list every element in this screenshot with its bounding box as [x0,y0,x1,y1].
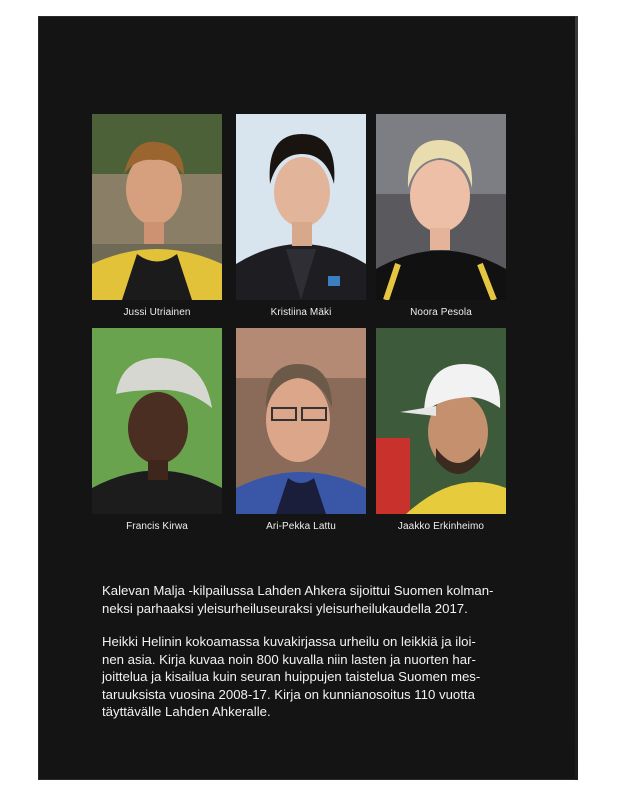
paragraph-line: joittelua ja kisailua kuin seuran huippujen taistelua Suomen mes- [102,669,481,685]
caption-p6: Jaakko Erkinheimo [397,521,485,532]
paragraph-line: taruuksista vuosina 2008-17. Kirja on kunnianosoitus 110 vuotta [102,686,475,702]
athlete-portrait-icon [92,114,222,300]
photo-noora-pesola [376,114,506,300]
photo-francis-kirwa [92,328,222,514]
photo-kristiina-maki [236,114,366,300]
paragraph-description [102,633,572,721]
athlete-portrait-icon [236,114,366,300]
caption-p2: Kristiina Mäki [270,307,332,318]
athlete-portrait-icon [376,114,506,300]
paragraph-line: neksi parhaaksi yleisurheiluseuraksi yleisurheilukaudella 2017. [102,600,468,616]
photo-jaakko-erkinheimo [376,328,506,514]
book-back-cover [38,16,578,780]
paragraph-intro [102,582,572,617]
paragraph-line: nen asia. Kirja kuvaa noin 800 kuvalla niin lasten ja nuorten har- [102,651,476,667]
athlete-portrait-icon [376,328,506,514]
paragraph-line: Kalevan Malja -kilpailussa Lahden Ahkera sijoittui Suomen kolman- [102,583,494,598]
paragraph-line: täyttävälle Lahden Ahkeralle. [102,704,271,720]
caption-p4: Francis Kirwa [126,521,188,532]
athlete-portrait-icon [236,328,366,514]
caption-p1: Jussi Utriainen [123,307,191,318]
caption-p5: Ari-Pekka Lattu [266,521,336,532]
athlete-portrait-icon [92,328,222,514]
caption-p3: Noora Pesola [410,307,472,318]
photo-jussi-utriainen [92,114,222,300]
paragraph-line: Heikki Helinin kokoamassa kuvakirjassa urheilu on leikkiä ja iloi- [102,634,476,649]
photo-ari-pekka-lattu [236,328,366,514]
